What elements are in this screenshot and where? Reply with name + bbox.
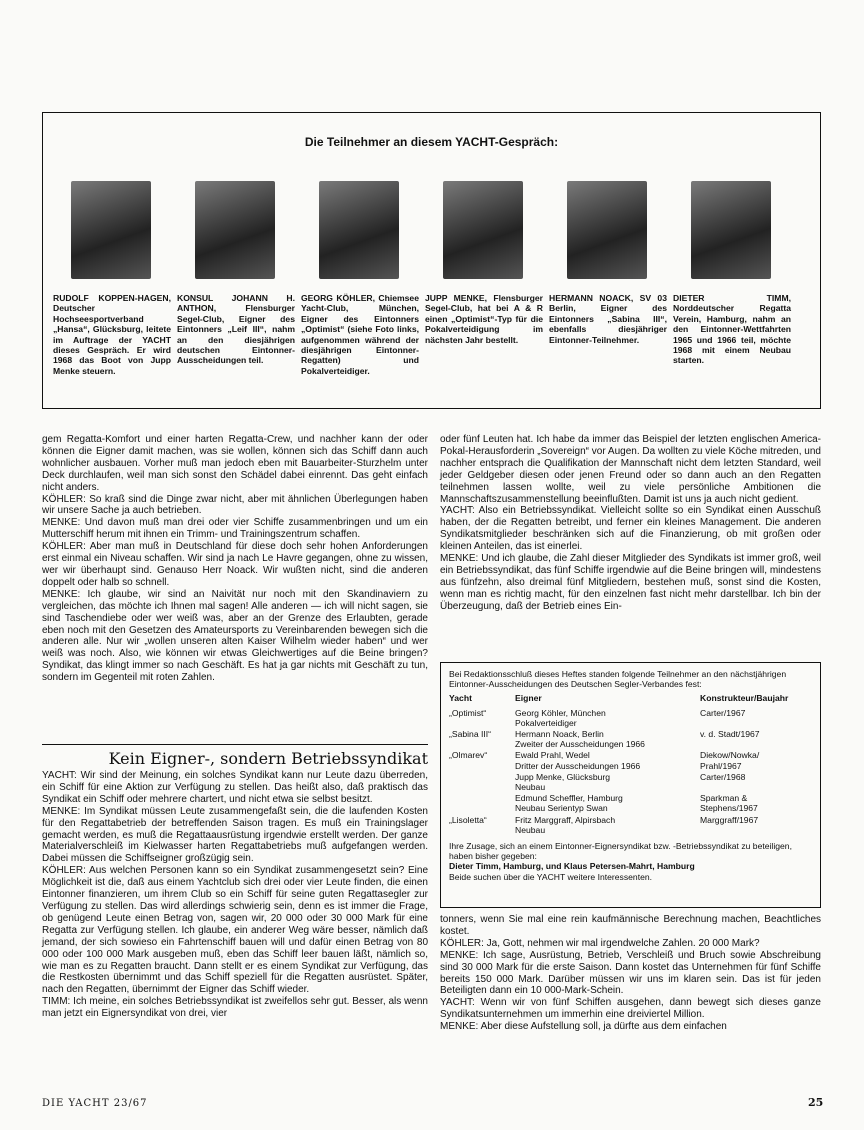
- table-names: Dieter Timm, Hamburg, und Klaus Petersen-Mahrt, Hamburg: [449, 861, 695, 872]
- portrait-photo: [691, 181, 771, 279]
- cell-owner: Hermann Noack, Berlin Zweiter der Ausscheidungen 1966: [515, 729, 645, 750]
- participant-1: [53, 181, 171, 376]
- paragraph: KÖHLER: Aber man muß in Deutschland für diese doch sehr hohen Anforderungen erst einmal ein Niveau schaffen. Wir sind ja nach Le Havre gegangen, ohne zu wissen, wer wir überhaupt sind. Genauso Herr Noack. Wir wußten nicht, sind die anderen doppelt oder halb so schnell.: [42, 541, 428, 588]
- portrait-photo: [443, 181, 523, 279]
- cell-owner: Fritz Marggraff, Alpirsbach Neubau: [515, 814, 616, 835]
- paragraph: YACHT: Also ein Betriebssyndikat. Vielleicht sollte so ein Syndikat einen Ausschuß haben, der die Regatten betreibt, und ferner ein kleines Management. Die anderen Syndikatsmitglieder beschränken sich auf die Finanzierung, ob mit großen oder kleinen Anteilen, das ist einerlei.: [440, 505, 821, 553]
- participant-caption: KONSUL JOHANN H. ANTHON, Flensburger Segel-Club, Eigner des Eintonners „Leif III“, nahm an den diesjährigen deutschen Eintonner-Ausscheidungen teil.: [177, 293, 295, 366]
- table-outro: Ihre Zusage, sich an einem Eintonner-Eignersyndikat bzw. -Betriebssyndikat zu beteiligen, haben bisher gegeben:: [449, 841, 792, 862]
- right-column-top: [440, 434, 821, 613]
- table-row: [449, 750, 812, 770]
- header-designer: Konstrukteur/Baujahr: [700, 693, 789, 704]
- portrait-photo: [195, 181, 275, 279]
- participant-caption: HERMANN NOACK, SV 03 Berlin, Eigner des Eintonners „Sabina III“, ebenfalls diesjähriger Eintonner-Teilnehmer.: [549, 293, 667, 345]
- left-column-top: [42, 434, 428, 684]
- cell-yacht: „Sabina III“: [449, 729, 492, 740]
- page-number: 25: [808, 1096, 824, 1109]
- portrait-photo: [567, 181, 647, 279]
- cell-owner: Jupp Menke, Glücksburg Neubau: [515, 771, 611, 793]
- participant-3: [301, 181, 419, 376]
- table-row: [449, 729, 812, 749]
- cell-designer: Carter/1968: [700, 771, 746, 782]
- table-intro: Bei Redaktionsschluß dieses Heftes standen folgende Teilnehmer an den nächstjährigen Eintonner-Ausscheidungen des Deutschen Segler-Verbandes fest:: [449, 669, 787, 690]
- participant-caption: RUDOLF KOPPEN-HAGEN, Deutscher Hochseesportverband „Hansa“, Glücksburg, leitete im Auftrage der YACHT dieses Gespräch. Er wird 1968 das Boot von Jupp Menke steuern.: [53, 293, 171, 376]
- participant-6: [673, 181, 791, 366]
- cell-designer: Sparkman & Stephens/1967: [700, 793, 758, 814]
- paragraph: MENKE: Und davon muß man drei oder vier Schiffe zusammenbringen und um ein Mutterschiff herum mit ihnen ein Trimm- und Trainingszentrum schaffen.: [42, 517, 428, 541]
- participant-2: [177, 181, 295, 366]
- paragraph: YACHT: Wenn wir von fünf Schiffen ausgehen, dann bewegt sich dieses ganze Syndikatsunternehmen um immerhin eine dreiviertel Million.: [440, 997, 821, 1021]
- cell-owner: Ewald Prahl, Wedel Dritter der Ausscheidungen 1966: [515, 750, 641, 771]
- cell-designer: Diekow/Nowka/ Prahl/1967: [700, 750, 760, 771]
- paragraph: YACHT: Wir sind der Meinung, ein solches Syndikat kann nur Leute dazu überreden, ein Schiff für eine Aktion zur Verfügung zu stellen. Das heißt also, daß praktisch das Syndikat ein Schiff oder mehrere chartert, und nicht etwa sie selbst besitzt.: [42, 770, 428, 805]
- participant-5: [549, 181, 667, 345]
- paragraph: KÖHLER: Ja, Gott, nehmen wir mal irgendwelche Zahlen. 20 000 Mark?: [440, 937, 760, 949]
- portrait-photo: [319, 181, 399, 279]
- paragraph: oder fünf Leuten hat. Ich habe da immer das Beispiel der letzten englischen America-Pokal-Herausforderin „Sovereign“ vor Augen. Da wollten zu viele Köche mitreden, und nachher entsprach die Qualifikation der Mannschaft nicht dem letzten Standard, weil jeder Geldgeber diesen oder jenen Freund oder so dann auch an den Regatten teilnehmen lassen wollte, weil zu viele persönliche Ambitionen die Mannschaftszusammenstellung beeinflußten. Damit ist uns ja auch nicht gedient.: [440, 434, 821, 505]
- header-owner: Eigner: [515, 693, 542, 704]
- paragraph: KÖHLER: Aus welchen Personen kann so ein Syndikat zusammengesetzt sein? Eine Möglichkeit ist die, daß aus einem Yachtclub sich drei oder vier Leute finden, die einen Eintonner finanzieren, um ihrem Club so ein Schiff für seine guten Regattasegler zur Verfügung zu stellen. Das wird allerdings schwierig sein, denn es ist immer die Frage, ob genügend Leute einen Betrag von, sagen wir, 20 000 oder 30 000 Mark für eine Regatta zur Verfügung stellen. Ich glaube, ein anderer Weg wäre besser, nämlich daß jemand, der sich sowieso ein Fahrtenschiff bauen will und dafür einen Betrag von 80 000 oder 100 000 Mark ausgeben muß, eben das Schiff leer bauen läßt, nämlich so, wie man es zu Regatten braucht. Dann stellt er es einem Syndikat zur Verfügung, das die Restkosten übernimmt und das Schiff speziell für die Regatten ausrüstet. Später, nach den Regatten, übernimmt der Eigner das Schiff wieder.: [42, 865, 428, 996]
- cell-yacht: [449, 793, 515, 813]
- participant-caption: DIETER TIMM, Norddeutscher Regatta Verein, Hamburg, nahm an den Eintonner-Wettfahrten 1965 und 1966 teil, möchte 1968 mit einem Neubau starten.: [673, 293, 791, 366]
- participant-caption: JUPP MENKE, Flensburger Segel-Club, hat bei A & R einen „Optimist“-Typ für die Pokalverteidigung im nächsten Jahr bestellt.: [425, 293, 543, 345]
- cell-designer: v. d. Stadt/1967: [700, 729, 760, 740]
- cell-yacht: „Lisoletta“: [449, 814, 487, 825]
- paragraph: MENKE: Und ich glaube, die Zahl dieser Mitglieder des Syndikats ist immer groß, weil ein Betriebssyndikat, das fünf Schiffe irgendwie auf die Beine bringen will, mindestens aus fünfzehn, also dreimal fünf Mitgliedern, bestehen muß, sonst sind die Kosten, wenn man es richtig macht, für den einzelnen fast nicht mehr darstellbar. Ich bin der Überzeugung, daß der Betrieb eines Ein-: [440, 553, 821, 612]
- table-row: [449, 815, 812, 835]
- paragraph: tonners, wenn Sie mal eine rein kaufmännische Berechnung machen, Beachtliches kostet.: [440, 914, 821, 937]
- box-title: Die Teilnehmer an diesem YACHT-Gespräch:: [304, 135, 559, 149]
- header-yacht: Yacht: [449, 693, 472, 704]
- left-column-bottom: [42, 770, 428, 1020]
- cell-yacht: „Optimist“: [449, 707, 487, 718]
- portrait-photo: [71, 181, 151, 279]
- section-heading: Kein Eigner-, sondern Betriebssyndikat: [42, 744, 428, 768]
- participant-4: [425, 181, 543, 345]
- paragraph: MENKE: Ich sage, Ausrüstung, Betrieb, Verschleiß und Bruch sowie Abschreibung sind 30 000 Mark für die erste Saison. Dann kostet das Unternehmen für fünf Schiffe bereits 150 000 Mark. Darüber müssen wir uns im klaren sein. Das ist für jeden Beteiligten dann ein 10 000-Mark-Schein.: [440, 949, 821, 997]
- paragraph: KÖHLER: So kraß sind die Dinge zwar nicht, aber mit ähnlichen Überlegungen haben wir unsere Sache ja auch betrieben.: [42, 493, 428, 517]
- table-header: [449, 693, 812, 703]
- cell-yacht: [449, 772, 515, 792]
- cell-yacht: „Olmarev“: [449, 750, 488, 761]
- table-row: [449, 708, 812, 728]
- cell-designer: Carter/1967: [700, 707, 746, 718]
- table-row: [449, 772, 812, 792]
- participants-box: [42, 112, 821, 409]
- paragraph: TIMM: Ich meine, ein solches Betriebssyndikat ist zweifellos sehr gut. Besser, als wenn man jetzt ein Eignersyndikat von drei, vier: [42, 996, 428, 1020]
- cell-owner: Georg Köhler, München Pokalverteidiger: [515, 707, 606, 728]
- paragraph: MENKE: Ich glaube, wir sind an Naivität nur noch mit den Skandinaviern zu vergleichen, das möchte ich Ihnen mal sagen! Alle anderen — ich will nicht sagen, sie sind Taschendiebe oder wer weiß was, aber an der Grenze des Erlaubten, gerade eben noch mit den Gesetzen des Amateursports zu Vereinbarenden bewegen sich die anderen alle. Nur wir „wollen unseren alten Kaiser Wilhelm wieder haben“ und wer weiß was noch. Also, wie können wir etwas Gleichwertiges auf die Beine bringen? Syndikat, das klingt immer so nach Geschäft. Es hat ja gar nichts mit Geschäft zu tun, sondern im Gegenteil mit roten Zahlen.: [42, 588, 428, 684]
- paragraph: MENKE: Aber diese Aufstellung soll, ja dürfte aus dem einfachen: [440, 1021, 727, 1033]
- table-closing: Beide suchen über die YACHT weitere Interessenten.: [449, 871, 653, 882]
- table-rows: [449, 708, 812, 835]
- cell-owner: Edmund Scheffler, Hamburg Neubau Serientyp Swan: [515, 793, 623, 814]
- participant-caption: GEORG KÖHLER, Chiemsee Yacht-Club, München, Eigner des Eintonners „Optimist“ (siehe Foto links, aufgenommen während der diesjährigen Eintonner-Regatten) und Pokalverteidiger.: [301, 293, 419, 376]
- table-row: [449, 793, 812, 813]
- right-column-bottom: [440, 914, 821, 1033]
- paragraph: gem Regatta-Komfort und einer harten Regatta-Crew, und nachher kann der oder können die Eigner damit machen, was sie wollen, können sich das Schiff dann auch wohnlicher ausbauen. Vorher muß man jedoch eben mit Bauarbeiter-Sturzhelm unter Deck durchlaufen, weil man sich sonst den Schädel dabei einrennt. Das geht einfach nicht anders.: [42, 434, 428, 493]
- cell-designer: Marggraff/1967: [700, 814, 759, 825]
- participants-table-box: [440, 662, 821, 908]
- footer-issue: DIE YACHT 23/67: [42, 1098, 148, 1109]
- paragraph: MENKE: Im Syndikat müssen Leute zusammengefaßt sein, die die laufenden Kosten für den Regattabetrieb der betreffenden Saison tragen. Es muß ein Trainingslager gemacht werden, es muß die Regattaausrüstung irgendwie erstellt werden. Der ganze Materialverschleiß im Kielwasser harten Regattabetriebs muß aufgefangen werden. Dabei müssen die Schiffseigner großzügig sein.: [42, 805, 428, 865]
